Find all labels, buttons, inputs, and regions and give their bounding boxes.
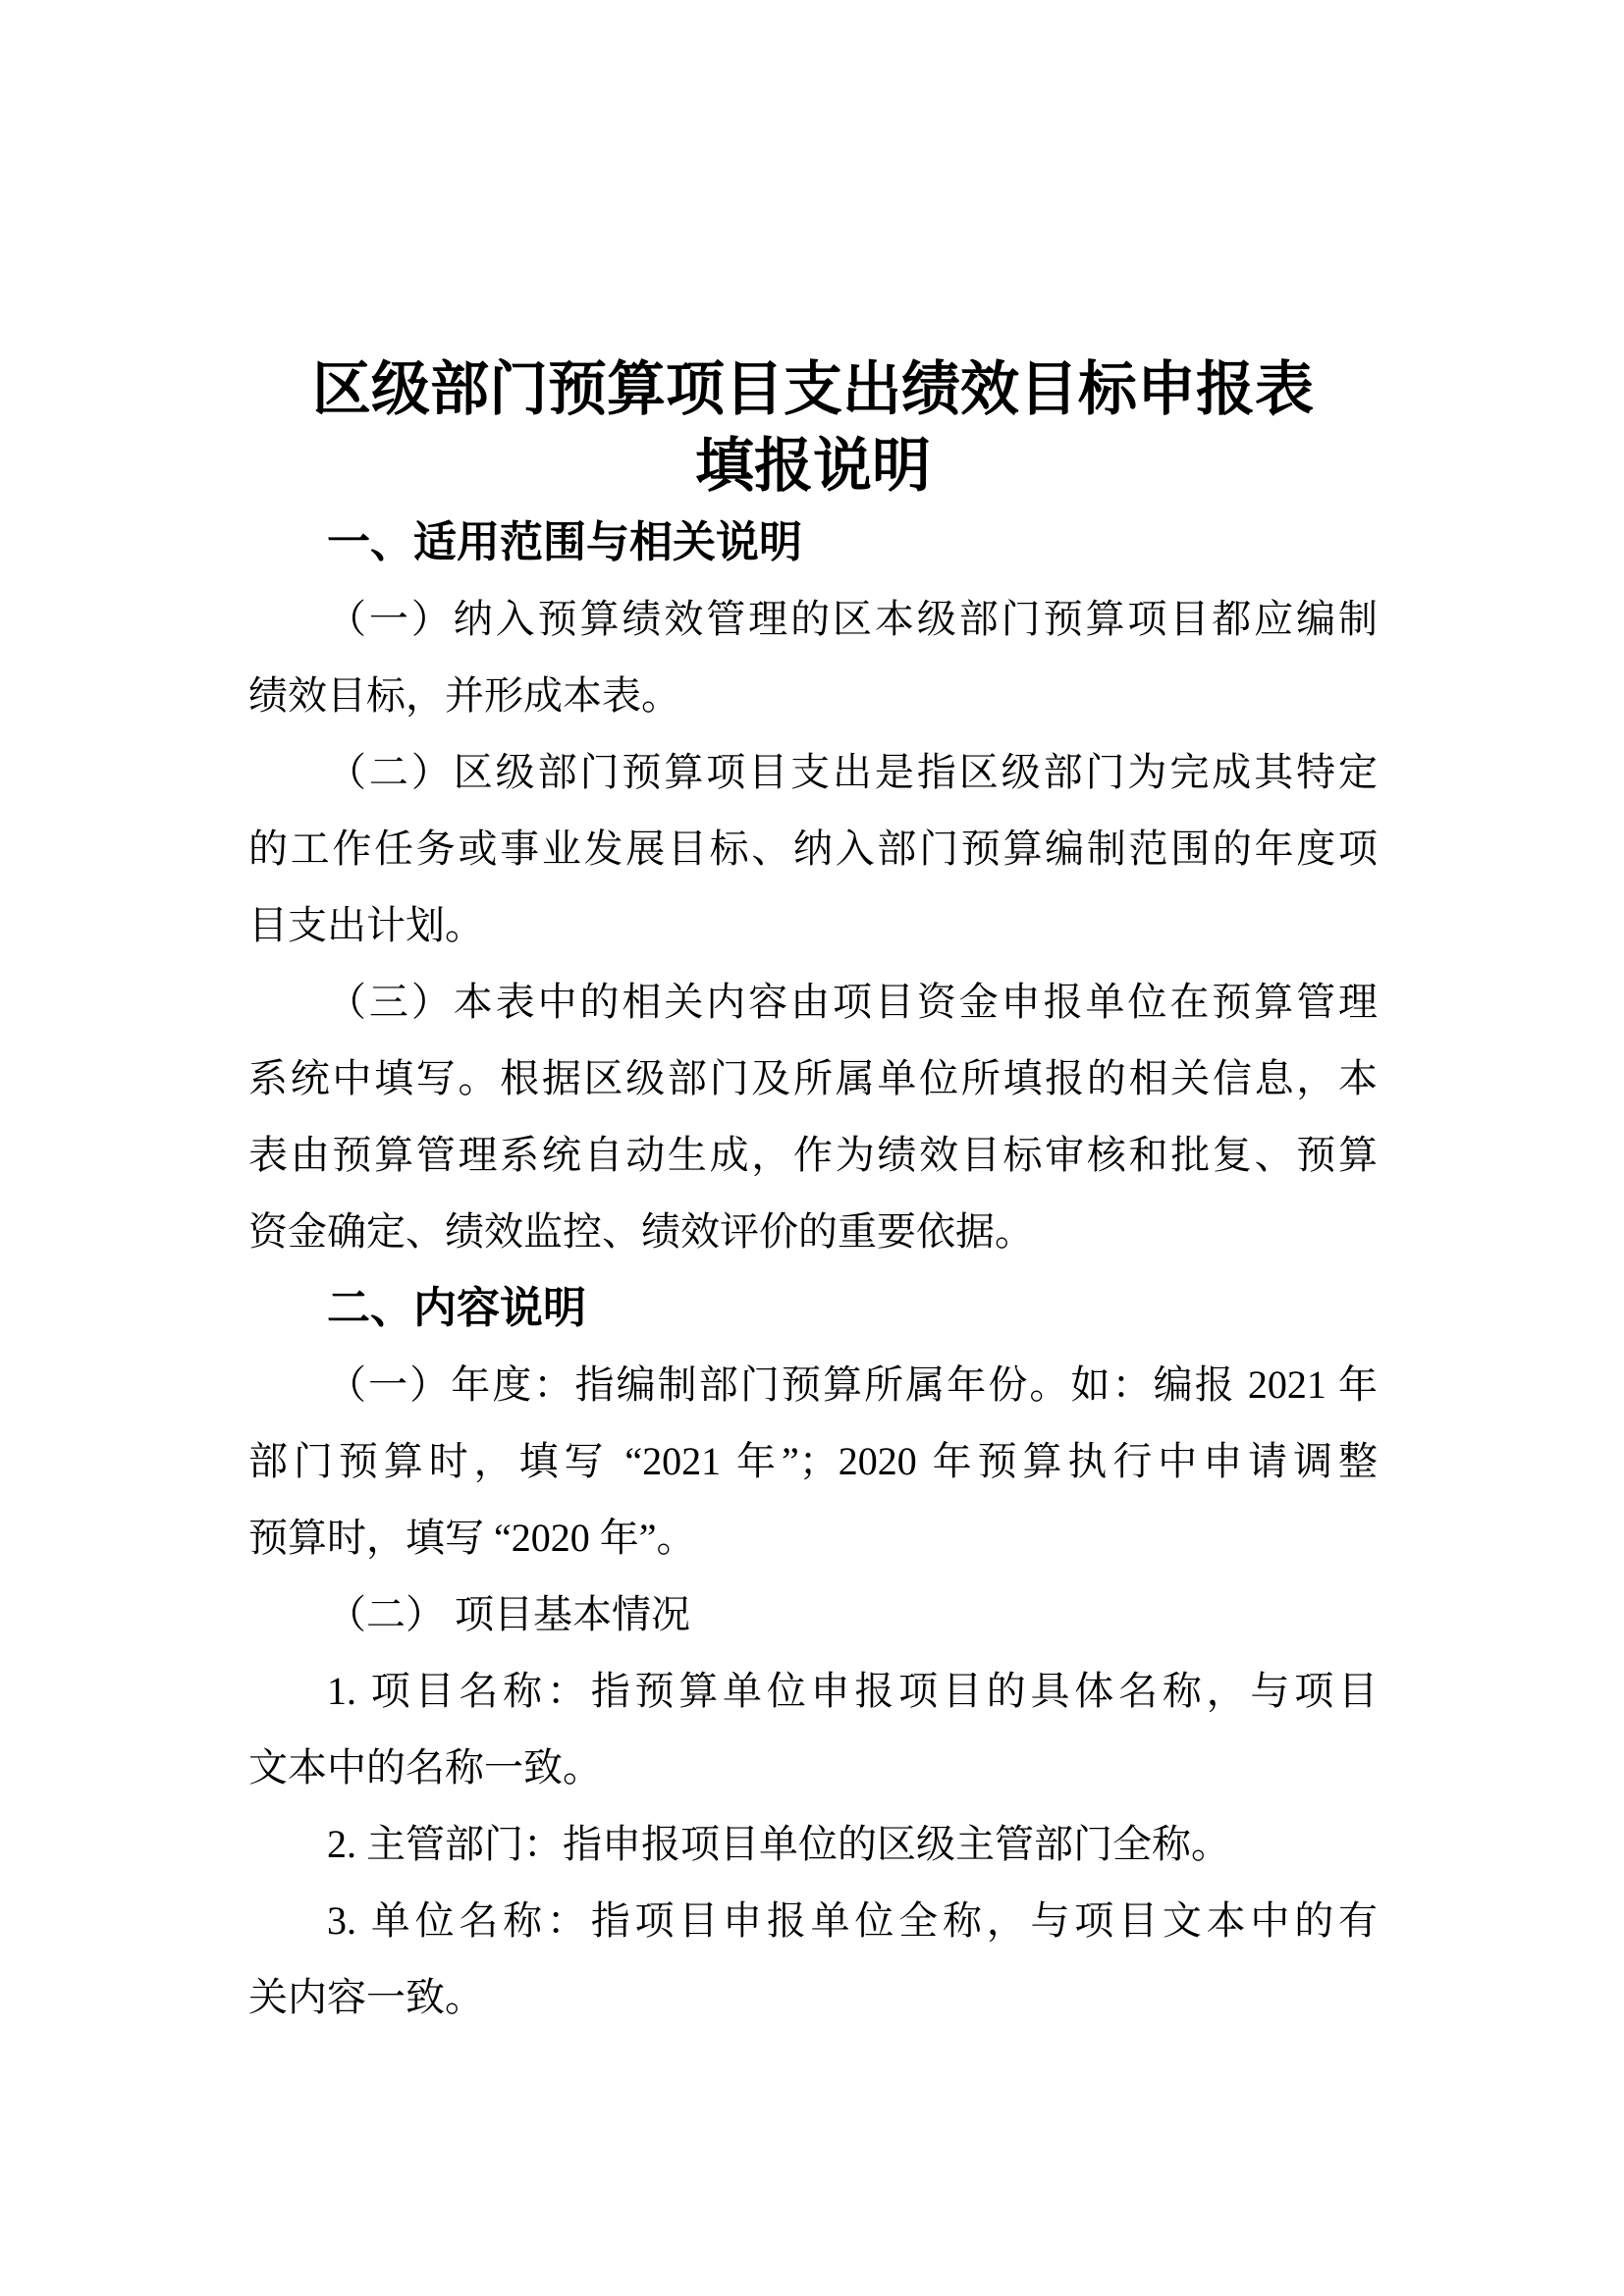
document-body	[248, 505, 1378, 2036]
document-content	[248, 351, 1378, 2036]
text-line: 资金确定、绩效监控、绩效评价的重要依据。	[248, 1209, 1034, 1254]
text-line: 关内容一致。	[248, 1975, 484, 2019]
section-heading: 一、适用范围与相关说明	[327, 518, 802, 566]
text-line: 2. 主管部门：指申报项目单位的区级主管部门全称。	[327, 1822, 1230, 1866]
text-line: 文本中的名称一致。	[248, 1745, 602, 1789]
text-line: 3. 单位名称：指项目申报单位全称，与项目文本中的有	[327, 1898, 1378, 1943]
text-line: （二）区级部门预算项目支出是指区级部门为完成其特定	[327, 750, 1378, 794]
text-line: （三）本表中的相关内容由项目资金申报单位在预算管理	[327, 980, 1378, 1024]
text-line: 部门预算时，填写 “2021 年”；2020 年预算执行中申请调整	[248, 1439, 1378, 1483]
text-line: 的工作任务或事业发展目标、纳入部门预算编制范围的年度项	[248, 827, 1378, 871]
text-line: 系统中填写。根据区级部门及所属单位所填报的相关信息，本	[248, 1056, 1378, 1100]
text-line: （二） 项目基本情况	[327, 1592, 690, 1636]
text-line: （一）年度：指编制部门预算所属年份。如：编报 2021 年	[327, 1362, 1378, 1407]
text-line: （一）纳入预算绩效管理的区本级部门预算项目都应编制	[327, 597, 1378, 641]
section-heading: 二、内容说明	[327, 1284, 586, 1332]
text-line: 表由预算管理系统自动生成，作为绩效目标审核和批复、预算	[248, 1133, 1378, 1177]
text-line: 目支出计划。	[248, 903, 484, 947]
text-line: 绩效目标，并形成本表。	[248, 673, 680, 718]
document-title-line-2: 填报说明	[695, 434, 931, 499]
text-line: 预算时，填写 “2020 年”。	[248, 1516, 696, 1560]
text-line: 1. 项目名称：指预算单位申报项目的具体名称，与项目	[327, 1669, 1378, 1713]
document-title-line-1: 区级部门预算项目支出绩效目标申报表	[312, 357, 1314, 422]
